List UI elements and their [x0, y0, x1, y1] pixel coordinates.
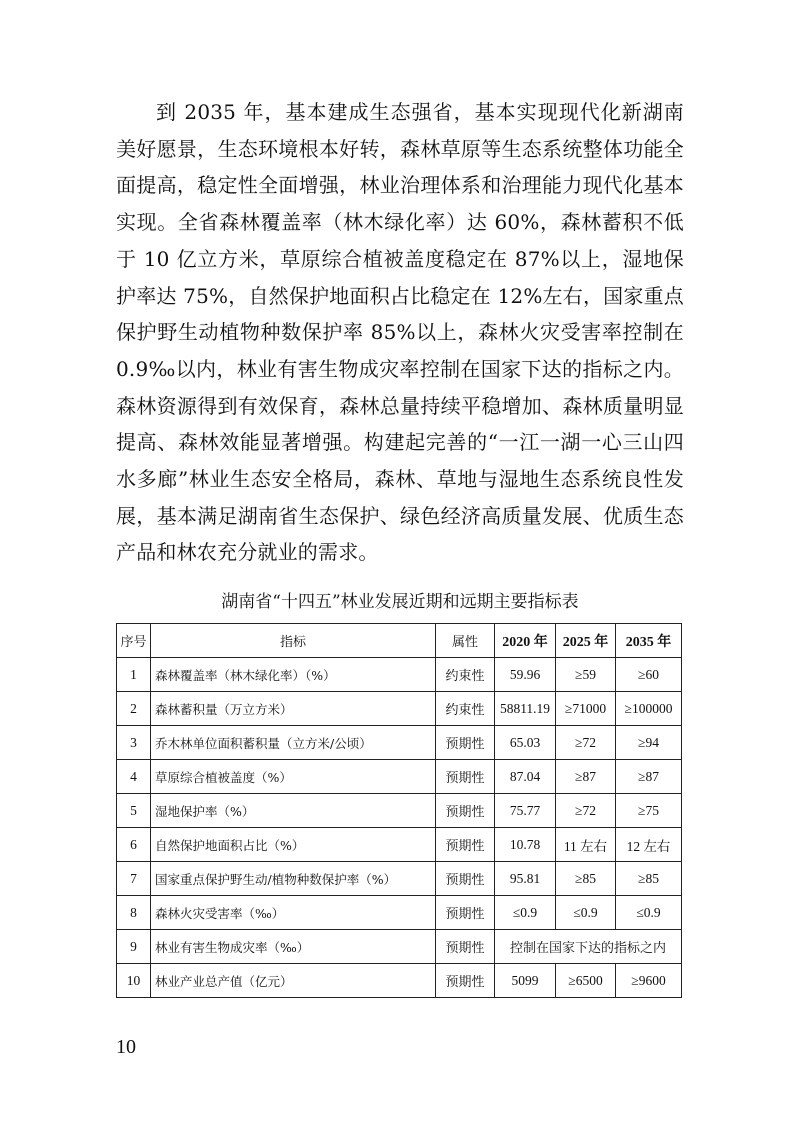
cell-attribute: 预期性: [436, 760, 495, 794]
cell-2020: ≤0.9: [495, 896, 556, 930]
header-2035: 2035 年: [616, 624, 682, 658]
cell-2025: ≥71000: [556, 692, 616, 726]
cell-indicator: 林业产业总产值（亿元）: [151, 964, 436, 998]
cell-2025: ≥59: [556, 658, 616, 692]
cell-2035: 12 左右: [616, 828, 682, 862]
cell-attribute: 预期性: [436, 930, 495, 964]
cell-2025: ≥72: [556, 726, 616, 760]
cell-2025: ≤0.9: [556, 896, 616, 930]
table-row: [117, 930, 682, 964]
table-row: [117, 828, 682, 862]
table-row: [117, 760, 682, 794]
cell-2035: ≥75: [616, 794, 682, 828]
cell-attribute: 约束性: [436, 658, 495, 692]
header-2025: 2025 年: [556, 624, 616, 658]
table-caption: 湖南省“十四五”林业发展近期和远期主要指标表: [221, 592, 579, 612]
cell-2035: ≥87: [616, 760, 682, 794]
table-row: [117, 692, 682, 726]
cell-no: 10: [117, 964, 151, 998]
cell-no: 7: [117, 862, 151, 896]
cell-attribute: 预期性: [436, 964, 495, 998]
cell-attribute: 预期性: [436, 726, 495, 760]
cell-2025: ≥87: [556, 760, 616, 794]
cell-no: 3: [117, 726, 151, 760]
cell-2025: 11 左右: [556, 828, 616, 862]
cell-2035: ≥100000: [616, 692, 682, 726]
cell-2020: 87.04: [495, 760, 556, 794]
body-paragraph: 到 2035 年，基本建成生态强省，基本实现现代化新湖南美好愿景，生态环境根本好转，森林草原等生态系统整体功能全面提高，稳定性全面增强，林业治理体系和治理能力现代化基本实现。全省森林覆盖率（林木绿化率）达 60%，森林蓄积不低于 10 亿立方米，草原综合植被盖度稳定在 87%以上，湿地保护率达 75%，自然保护地面积占比稳定在 12%左右，国家重点保护野生动植物种数保护率 85%以上，森林火灾受害率控制在 0.9‰以内，林业有害生物成灾率控制在国家下达的指标之内。森林资源得到有效保育，森林总量持续平稳增加、森林质量明显提高、森林效能显著增强。构建起完善的“一江一湖一心三山四水多廊”林业生态安全格局，森林、草地与湿地生态系统良性发展，基本满足湖南省生态保护、绿色经济高质量发展、优质生态产品和林农充分就业的需求。: [116, 100, 684, 565]
cell-2025: ≥72: [556, 794, 616, 828]
cell-2020: 75.77: [495, 794, 556, 828]
cell-attribute: 约束性: [436, 692, 495, 726]
indicators-table: [116, 623, 682, 998]
cell-2020: 65.03: [495, 726, 556, 760]
cell-2020: 95.81: [495, 862, 556, 896]
cell-no: 8: [117, 896, 151, 930]
cell-2035: ≥9600: [616, 964, 682, 998]
table-row: [117, 726, 682, 760]
cell-indicator: 自然保护地面积占比（%）: [151, 828, 436, 862]
cell-no: 1: [117, 658, 151, 692]
cell-indicator: 森林火灾受害率（‰）: [151, 896, 436, 930]
cell-2035: ≥85: [616, 862, 682, 896]
cell-2020: 59.96: [495, 658, 556, 692]
cell-no: 5: [117, 794, 151, 828]
cell-indicator: 乔木林单位面积蓄积量（立方米/公顷）: [151, 726, 436, 760]
header-attribute: 属性: [436, 624, 495, 658]
cell-merged-target: 控制在国家下达的指标之内: [495, 930, 682, 964]
cell-no: 4: [117, 760, 151, 794]
cell-2020: 10.78: [495, 828, 556, 862]
header-indicator: 指标: [151, 624, 436, 658]
header-no: 序号: [117, 624, 151, 658]
cell-attribute: 预期性: [436, 896, 495, 930]
cell-2020: 5099: [495, 964, 556, 998]
cell-indicator: 草原综合植被盖度（%）: [151, 760, 436, 794]
cell-indicator: 森林覆盖率（林木绿化率）（%）: [151, 658, 436, 692]
page-number: 10: [116, 1036, 136, 1058]
cell-indicator: 森林蓄积量（万立方米）: [151, 692, 436, 726]
cell-indicator: 国家重点保护野生动/植物种数保护率（%）: [151, 862, 436, 896]
header-2020: 2020 年: [495, 624, 556, 658]
table-row: [117, 896, 682, 930]
cell-2025: ≥85: [556, 862, 616, 896]
cell-2035: ≥60: [616, 658, 682, 692]
table-row: [117, 658, 682, 692]
cell-no: 2: [117, 692, 151, 726]
cell-attribute: 预期性: [436, 862, 495, 896]
cell-attribute: 预期性: [436, 794, 495, 828]
cell-2035: ≥94: [616, 726, 682, 760]
table-row: [117, 964, 682, 998]
cell-no: 6: [117, 828, 151, 862]
table-row: [117, 862, 682, 896]
table-row: [117, 794, 682, 828]
cell-attribute: 预期性: [436, 828, 495, 862]
cell-2020: 58811.19: [495, 692, 556, 726]
table-header-row: [117, 624, 682, 658]
cell-2035: ≤0.9: [616, 896, 682, 930]
cell-2025: ≥6500: [556, 964, 616, 998]
cell-indicator: 林业有害生物成灾率（‰）: [151, 930, 436, 964]
cell-indicator: 湿地保护率（%）: [151, 794, 436, 828]
cell-no: 9: [117, 930, 151, 964]
